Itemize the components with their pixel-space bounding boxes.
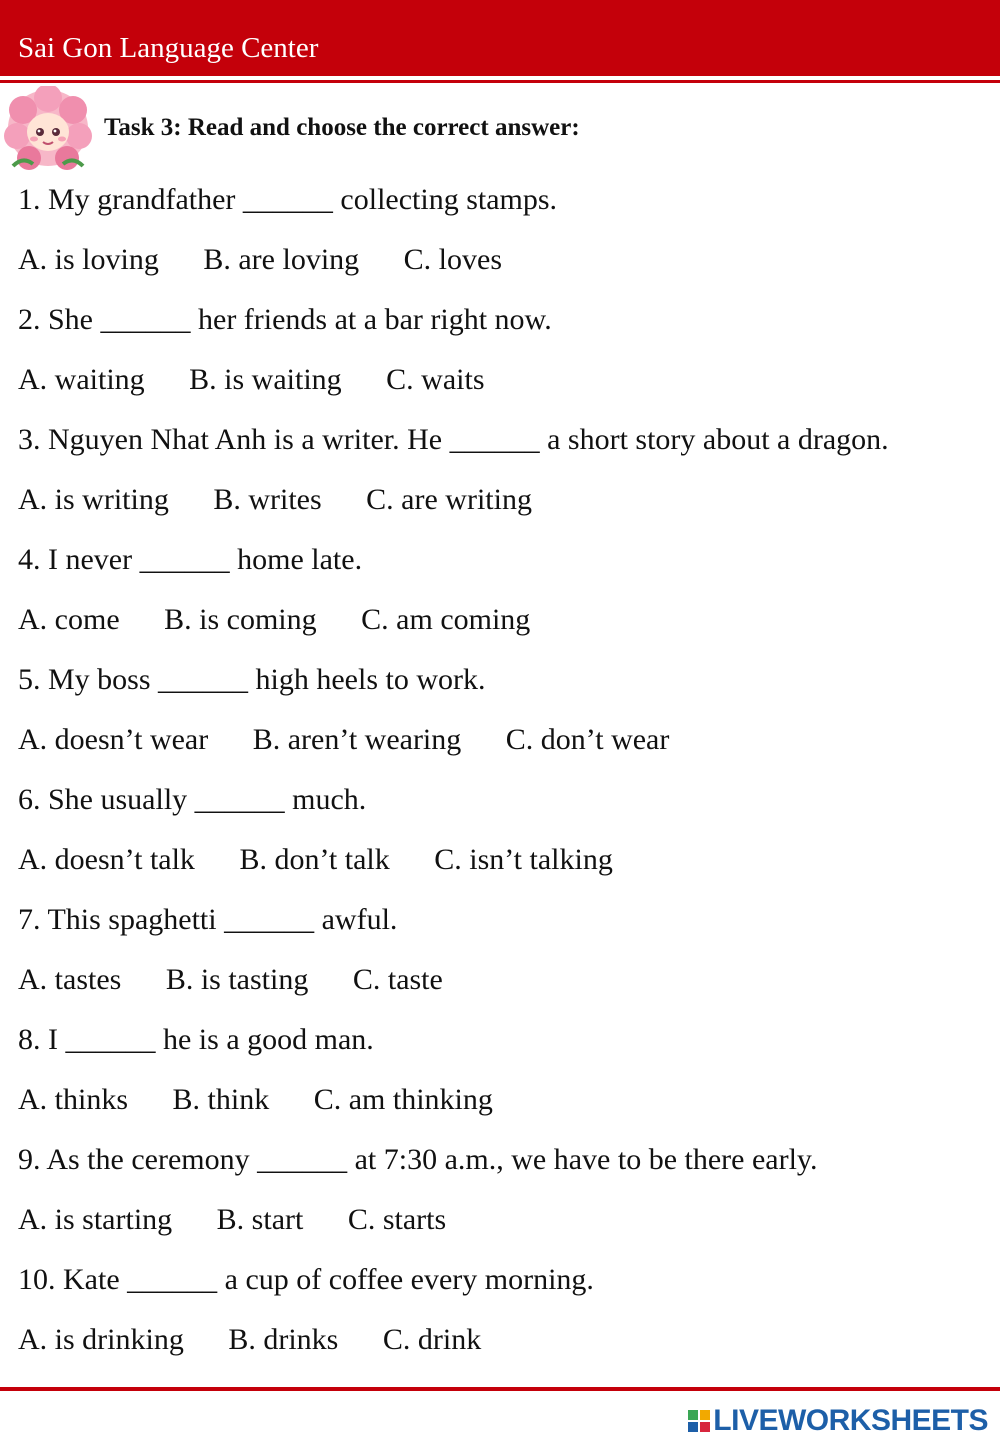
question-text: 10. Kate ______ a cup of coffee every morning. xyxy=(18,1263,594,1296)
option-a[interactable]: A. is drinking xyxy=(18,1323,184,1356)
option-a[interactable]: A. is starting xyxy=(18,1203,173,1236)
option-c[interactable]: C. waits xyxy=(386,363,485,396)
option-c[interactable]: C. loves xyxy=(403,243,503,276)
answer-options xyxy=(0,710,1000,770)
option-c[interactable]: C. don’t wear xyxy=(505,723,670,756)
question-item xyxy=(0,650,1000,770)
option-c[interactable]: C. are writing xyxy=(366,483,532,516)
header-bar xyxy=(0,0,1000,76)
center-name: Sai Gon Language Center xyxy=(18,32,319,64)
option-b[interactable]: B. start xyxy=(216,1203,304,1236)
question-text: 6. She usually ______ much. xyxy=(18,783,367,816)
option-c[interactable]: C. taste xyxy=(352,963,443,996)
option-a[interactable]: A. doesn’t wear xyxy=(18,723,209,756)
task-title: Task 3: Read and choose the correct answer: xyxy=(104,114,580,141)
question-item xyxy=(0,1130,1000,1250)
answer-options xyxy=(0,1310,1000,1370)
question-item xyxy=(0,890,1000,1010)
answer-options xyxy=(0,590,1000,650)
option-c[interactable]: C. am thinking xyxy=(313,1083,493,1116)
question-text: 8. I ______ he is a good man. xyxy=(18,1023,374,1056)
question-item xyxy=(0,770,1000,890)
answer-options xyxy=(0,350,1000,410)
option-c[interactable]: C. starts xyxy=(347,1203,447,1236)
option-b[interactable]: B. think xyxy=(172,1083,270,1116)
flower-girl-icon xyxy=(3,86,93,170)
option-a[interactable]: A. is loving xyxy=(18,243,159,276)
question-text: 5. My boss ______ high heels to work. xyxy=(18,663,486,696)
header-divider xyxy=(0,80,1000,83)
option-a[interactable]: A. come xyxy=(18,603,120,636)
question-item xyxy=(0,1250,1000,1370)
question-text: 9. As the ceremony ______ at 7:30 a.m., we have to be there early. xyxy=(18,1143,818,1176)
option-a[interactable]: A. doesn’t talk xyxy=(18,843,195,876)
question-text: 4. I never ______ home late. xyxy=(18,543,363,576)
option-a[interactable]: A. tastes xyxy=(18,963,122,996)
question-text: 2. She ______ her friends at a bar right now. xyxy=(18,303,552,336)
option-a[interactable]: A. is writing xyxy=(18,483,169,516)
answer-options xyxy=(0,1070,1000,1130)
option-a[interactable]: A. thinks xyxy=(18,1083,129,1116)
question-item xyxy=(0,170,1000,290)
answer-options xyxy=(0,830,1000,890)
option-b[interactable]: B. is coming xyxy=(164,603,317,636)
answer-options xyxy=(0,230,1000,290)
option-b[interactable]: B. is waiting xyxy=(189,363,342,396)
option-b[interactable]: B. don’t talk xyxy=(239,843,390,876)
footer-divider xyxy=(0,1387,1000,1391)
option-c[interactable]: C. drink xyxy=(382,1323,482,1356)
option-b[interactable]: B. are loving xyxy=(203,243,360,276)
question-text: 1. My grandfather ______ collecting stamps. xyxy=(18,183,558,216)
option-c[interactable]: C. am coming xyxy=(361,603,531,636)
brand-name: LIVEWORKSHEETS xyxy=(713,1404,988,1437)
question-text: 7. This spaghetti ______ awful. xyxy=(18,903,398,936)
option-b[interactable]: B. drinks xyxy=(228,1323,339,1356)
question-item xyxy=(0,530,1000,650)
option-a[interactable]: A. waiting xyxy=(18,363,145,396)
option-b[interactable]: B. aren’t wearing xyxy=(252,723,462,756)
question-item xyxy=(0,1010,1000,1130)
option-c[interactable]: C. isn’t talking xyxy=(434,843,613,876)
liveworksheets-logo-icon xyxy=(688,1410,710,1432)
question-text: 3. Nguyen Nhat Anh is a writer. He ______ a short story about a dragon. xyxy=(18,423,889,456)
answer-options xyxy=(0,1190,1000,1250)
option-b[interactable]: B. is tasting xyxy=(165,963,309,996)
question-item xyxy=(0,290,1000,410)
answer-options xyxy=(0,470,1000,530)
option-b[interactable]: B. writes xyxy=(213,483,322,516)
question-item xyxy=(0,410,1000,530)
question-list xyxy=(0,170,1000,1370)
liveworksheets-logo xyxy=(688,1403,988,1439)
answer-options xyxy=(0,950,1000,1010)
